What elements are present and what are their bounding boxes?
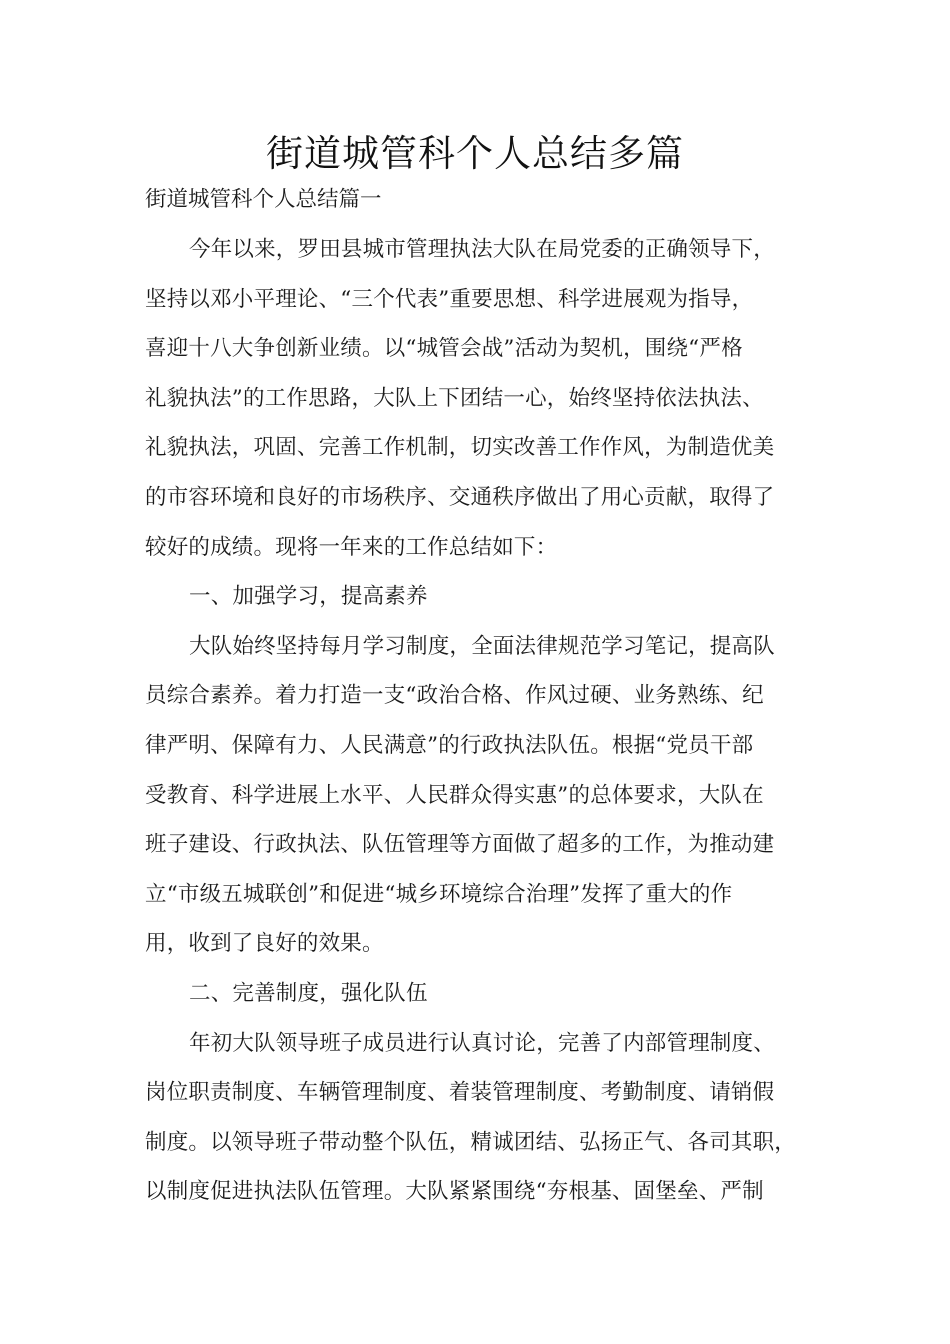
text-line: 今年以来，罗田县城市管理执法大队在局党委的正确领导下， bbox=[189, 237, 775, 262]
text-line: 用，收到了良好的效果。 bbox=[145, 931, 384, 957]
section-heading: 二、完善制度，强化队伍 bbox=[189, 980, 428, 1006]
text-line: 年初大队领导班子成员进行认真讨论，完善了内部管理制度、 bbox=[189, 1030, 775, 1056]
text-line: 岗位职责制度、车辆管理制度、着装管理制度、考勤制度、请销假 bbox=[145, 1080, 775, 1106]
text-line: 员综合素养。着力打造一支“政治合格、作风过硬、业务熟练、纪 bbox=[145, 683, 764, 709]
text-line: 制度。以领导班子带动整个队伍，精诚团结、弘扬正气、各司其职， bbox=[145, 1129, 797, 1155]
document-title: 街道城管科个人总结多篇 bbox=[266, 132, 684, 175]
text-line: 礼貌执法”的工作思路，大队上下团结一心，始终坚持依法执法、 bbox=[145, 385, 764, 411]
text-line: 的市容环境和良好的市场秩序、交通秩序做出了用心贡献，取得了 bbox=[145, 484, 775, 510]
text-line: 立“市级五城联创”和促进“城乡环境综合治理”发挥了重大的作 bbox=[145, 881, 733, 907]
section-subtitle: 街道城管科个人总结篇一 bbox=[145, 187, 382, 212]
text-line: 班子建设、行政执法、队伍管理等方面做了超多的工作，为推动建 bbox=[145, 832, 775, 858]
text-line: 喜迎十八大争创新业绩。以“城管会战”活动为契机，围绕“严格 bbox=[145, 336, 743, 362]
text-line: 较好的成绩。现将一年来的工作总结如下： bbox=[145, 534, 558, 560]
text-line: 礼貌执法，巩固、完善工作机制，切实改善工作作风，为制造优美 bbox=[145, 435, 775, 461]
text-line: 受教育、科学进展上水平、人民群众得实惠”的总体要求，大队在 bbox=[145, 782, 764, 808]
body-text bbox=[145, 233, 813, 1225]
text-line: 律严明、保障有力、人民满意”的行政执法队伍。根据“党员干部 bbox=[145, 732, 754, 758]
text-line: 以制度促进执法队伍管理。大队紧紧围绕“夯根基、固堡垒、严制 bbox=[145, 1179, 764, 1205]
text-line: 大队始终坚持每月学习制度，全面法律规范学习笔记，提高队 bbox=[189, 633, 775, 659]
text-line: 坚持以邓小平理论、“三个代表”重要思想、科学进展观为指导， bbox=[145, 286, 754, 312]
section-heading: 一、加强学习，提高素养 bbox=[189, 584, 428, 610]
